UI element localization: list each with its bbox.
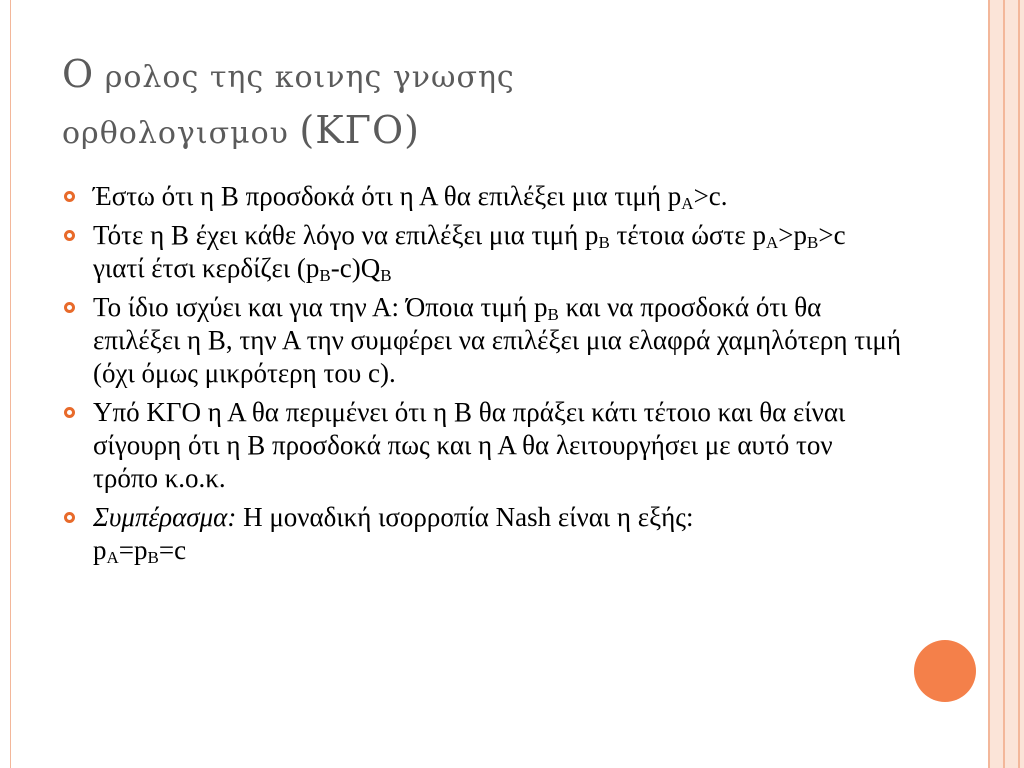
bullet-text: Συμπέρασμα: Η μοναδική ισορροπία Nash είναι η $\varepsilon\xi ή\varsigma:p_A=p_B=c$ bbox=[93, 502, 694, 567]
frame-left-line bbox=[10, 0, 11, 768]
title-capital: Ο bbox=[62, 52, 95, 96]
conclusion-label: Συμπέρασμα: bbox=[93, 502, 237, 532]
title-line-1 bbox=[62, 48, 942, 104]
bullet-item bbox=[62, 291, 902, 390]
bullet-text: Τότε η Β έχει κάθε λόγο να επιλέξει μια τιμή $p_B$ τέτοια ώστε $p_A>p_B>c$ γιατί έτσι κερδίζει $(p_B-c)Q_B$ bbox=[93, 220, 846, 285]
decorative-circle bbox=[914, 640, 976, 702]
bullet-item bbox=[62, 501, 902, 567]
bullet-text: Έστω ότι η Β προσδοκά ότι η Α θα επιλέξει μια τιμή $p_A>c$. bbox=[93, 181, 728, 213]
bullet-item bbox=[62, 396, 902, 495]
bullet-text: Το ίδιο ισχύει και για την Α: Όποια τιμή $p_B$ και να προσδοκά ότι θα επιλέξει η Β, την Α την συμφέρει να επιλέξει μια ελαφρά χαμηλότερη τιμή (όχι όμως μικρότερη του c). bbox=[93, 292, 901, 388]
bullet-item bbox=[62, 180, 902, 213]
title-acronym: (ΚΓΟ) bbox=[299, 108, 420, 152]
title-line-2 bbox=[62, 104, 942, 160]
bullet-ring-icon bbox=[64, 191, 75, 202]
bullet-item bbox=[62, 219, 902, 285]
bullet-ring-icon bbox=[64, 230, 75, 241]
bullet-list bbox=[62, 180, 902, 573]
bullet-ring-icon bbox=[64, 512, 75, 523]
frame-right-line bbox=[988, 0, 990, 768]
title-text: ορθολογισμου bbox=[62, 116, 289, 151]
slide-title bbox=[62, 48, 942, 160]
bullet-text: Υπό ΚΓΟ η Α θα περιμένει ότι η Β θα πράξει κάτι τέτοιο και θα είναι σίγουρη ότι η Β προσδοκά πως και η Α θα λειτουργήσει με αυτό τον τρόπο κ.ο.κ. bbox=[93, 397, 846, 493]
title-text: ρολος της κοινης γνωσης bbox=[104, 60, 515, 95]
bullet-ring-icon bbox=[64, 302, 75, 313]
frame-right-line bbox=[1003, 0, 1005, 768]
frame-right-line bbox=[1018, 0, 1020, 768]
bullet-ring-icon bbox=[64, 407, 75, 418]
